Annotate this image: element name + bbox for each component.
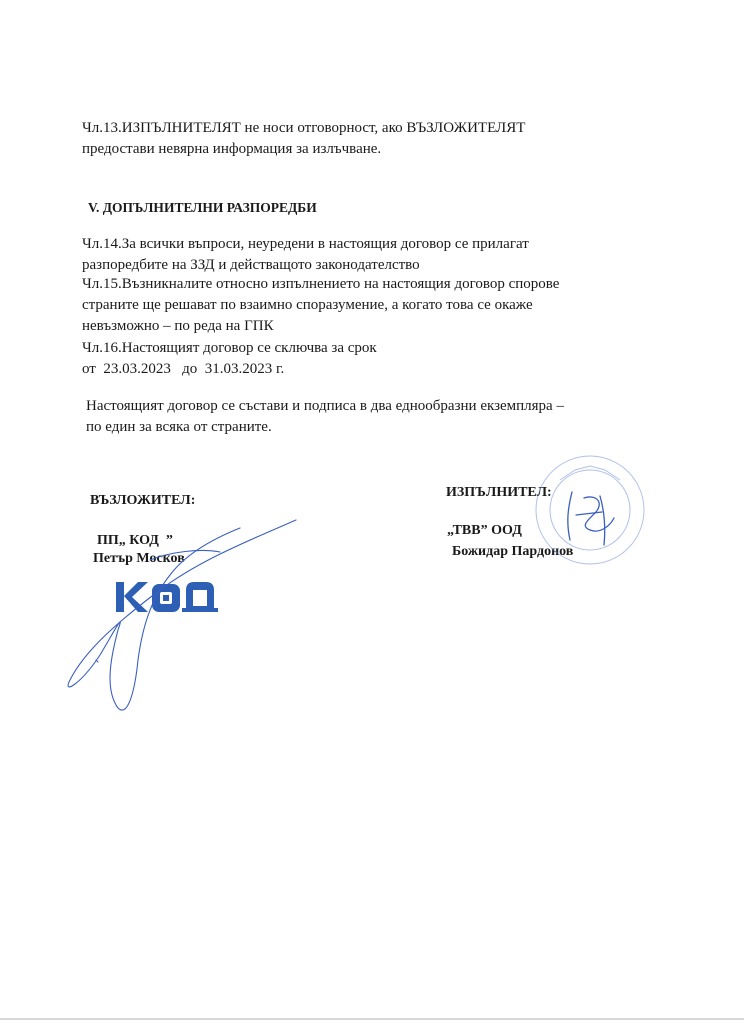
closing-line-1: Настоящият договор се състави и подписа в два еднообразни екземпляра –	[86, 398, 564, 414]
article-14-line-1: Чл.14.За всички въпроси, неуредени в настоящия договор се прилагат	[82, 236, 529, 252]
closing-statement	[86, 396, 656, 438]
contractor-organization: „ТВВ” ООД	[447, 523, 522, 538]
article-13-line-1: Чл.13.ИЗПЪЛНИТЕЛЯТ не носи отговорност, ако ВЪЗЛОЖИТЕЛЯТ	[82, 120, 526, 136]
article-15	[82, 274, 652, 337]
closing-line-2: по един за всяка от страните.	[86, 419, 272, 435]
article-15-line-2: страните ще решават по взаимно споразумение, а когато това се окаже	[82, 297, 533, 313]
article-16-line-2: от 23.03.2023 до 31.03.2023 г.	[82, 361, 285, 377]
contractor-title: ИЗПЪЛНИТЕЛ:	[446, 485, 552, 500]
article-15-line-1: Чл.15.Възникналите относно изпълнението на настоящия договор спорове	[82, 276, 560, 292]
article-13-line-2: предостави невярна информация за излъчване.	[82, 141, 382, 157]
kod-party-logo	[114, 578, 224, 614]
assignor-organization: ПП„ КОД ”	[97, 533, 173, 548]
article-15-line-3: невъзможно – по реда на ГПК	[82, 318, 274, 334]
article-13	[82, 118, 652, 160]
article-16	[82, 338, 652, 380]
contractor-signature	[568, 492, 614, 545]
article-14-line-2: разпоредбите на ЗЗД и действащото законодателство	[82, 257, 420, 273]
section-heading: V. ДОПЪЛНИТЕЛНИ РАЗПОРЕДБИ	[88, 200, 317, 215]
assignor-person: Петър Москов	[93, 551, 185, 566]
assignor-title: ВЪЗЛОЖИТЕЛ:	[90, 493, 196, 508]
article-14	[82, 234, 652, 276]
article-16-line-1: Чл.16.Настоящият договор се сключва за срок	[82, 340, 377, 356]
page-bottom-edge	[0, 1018, 744, 1020]
contractor-person: Божидар Пардонов	[452, 544, 574, 559]
